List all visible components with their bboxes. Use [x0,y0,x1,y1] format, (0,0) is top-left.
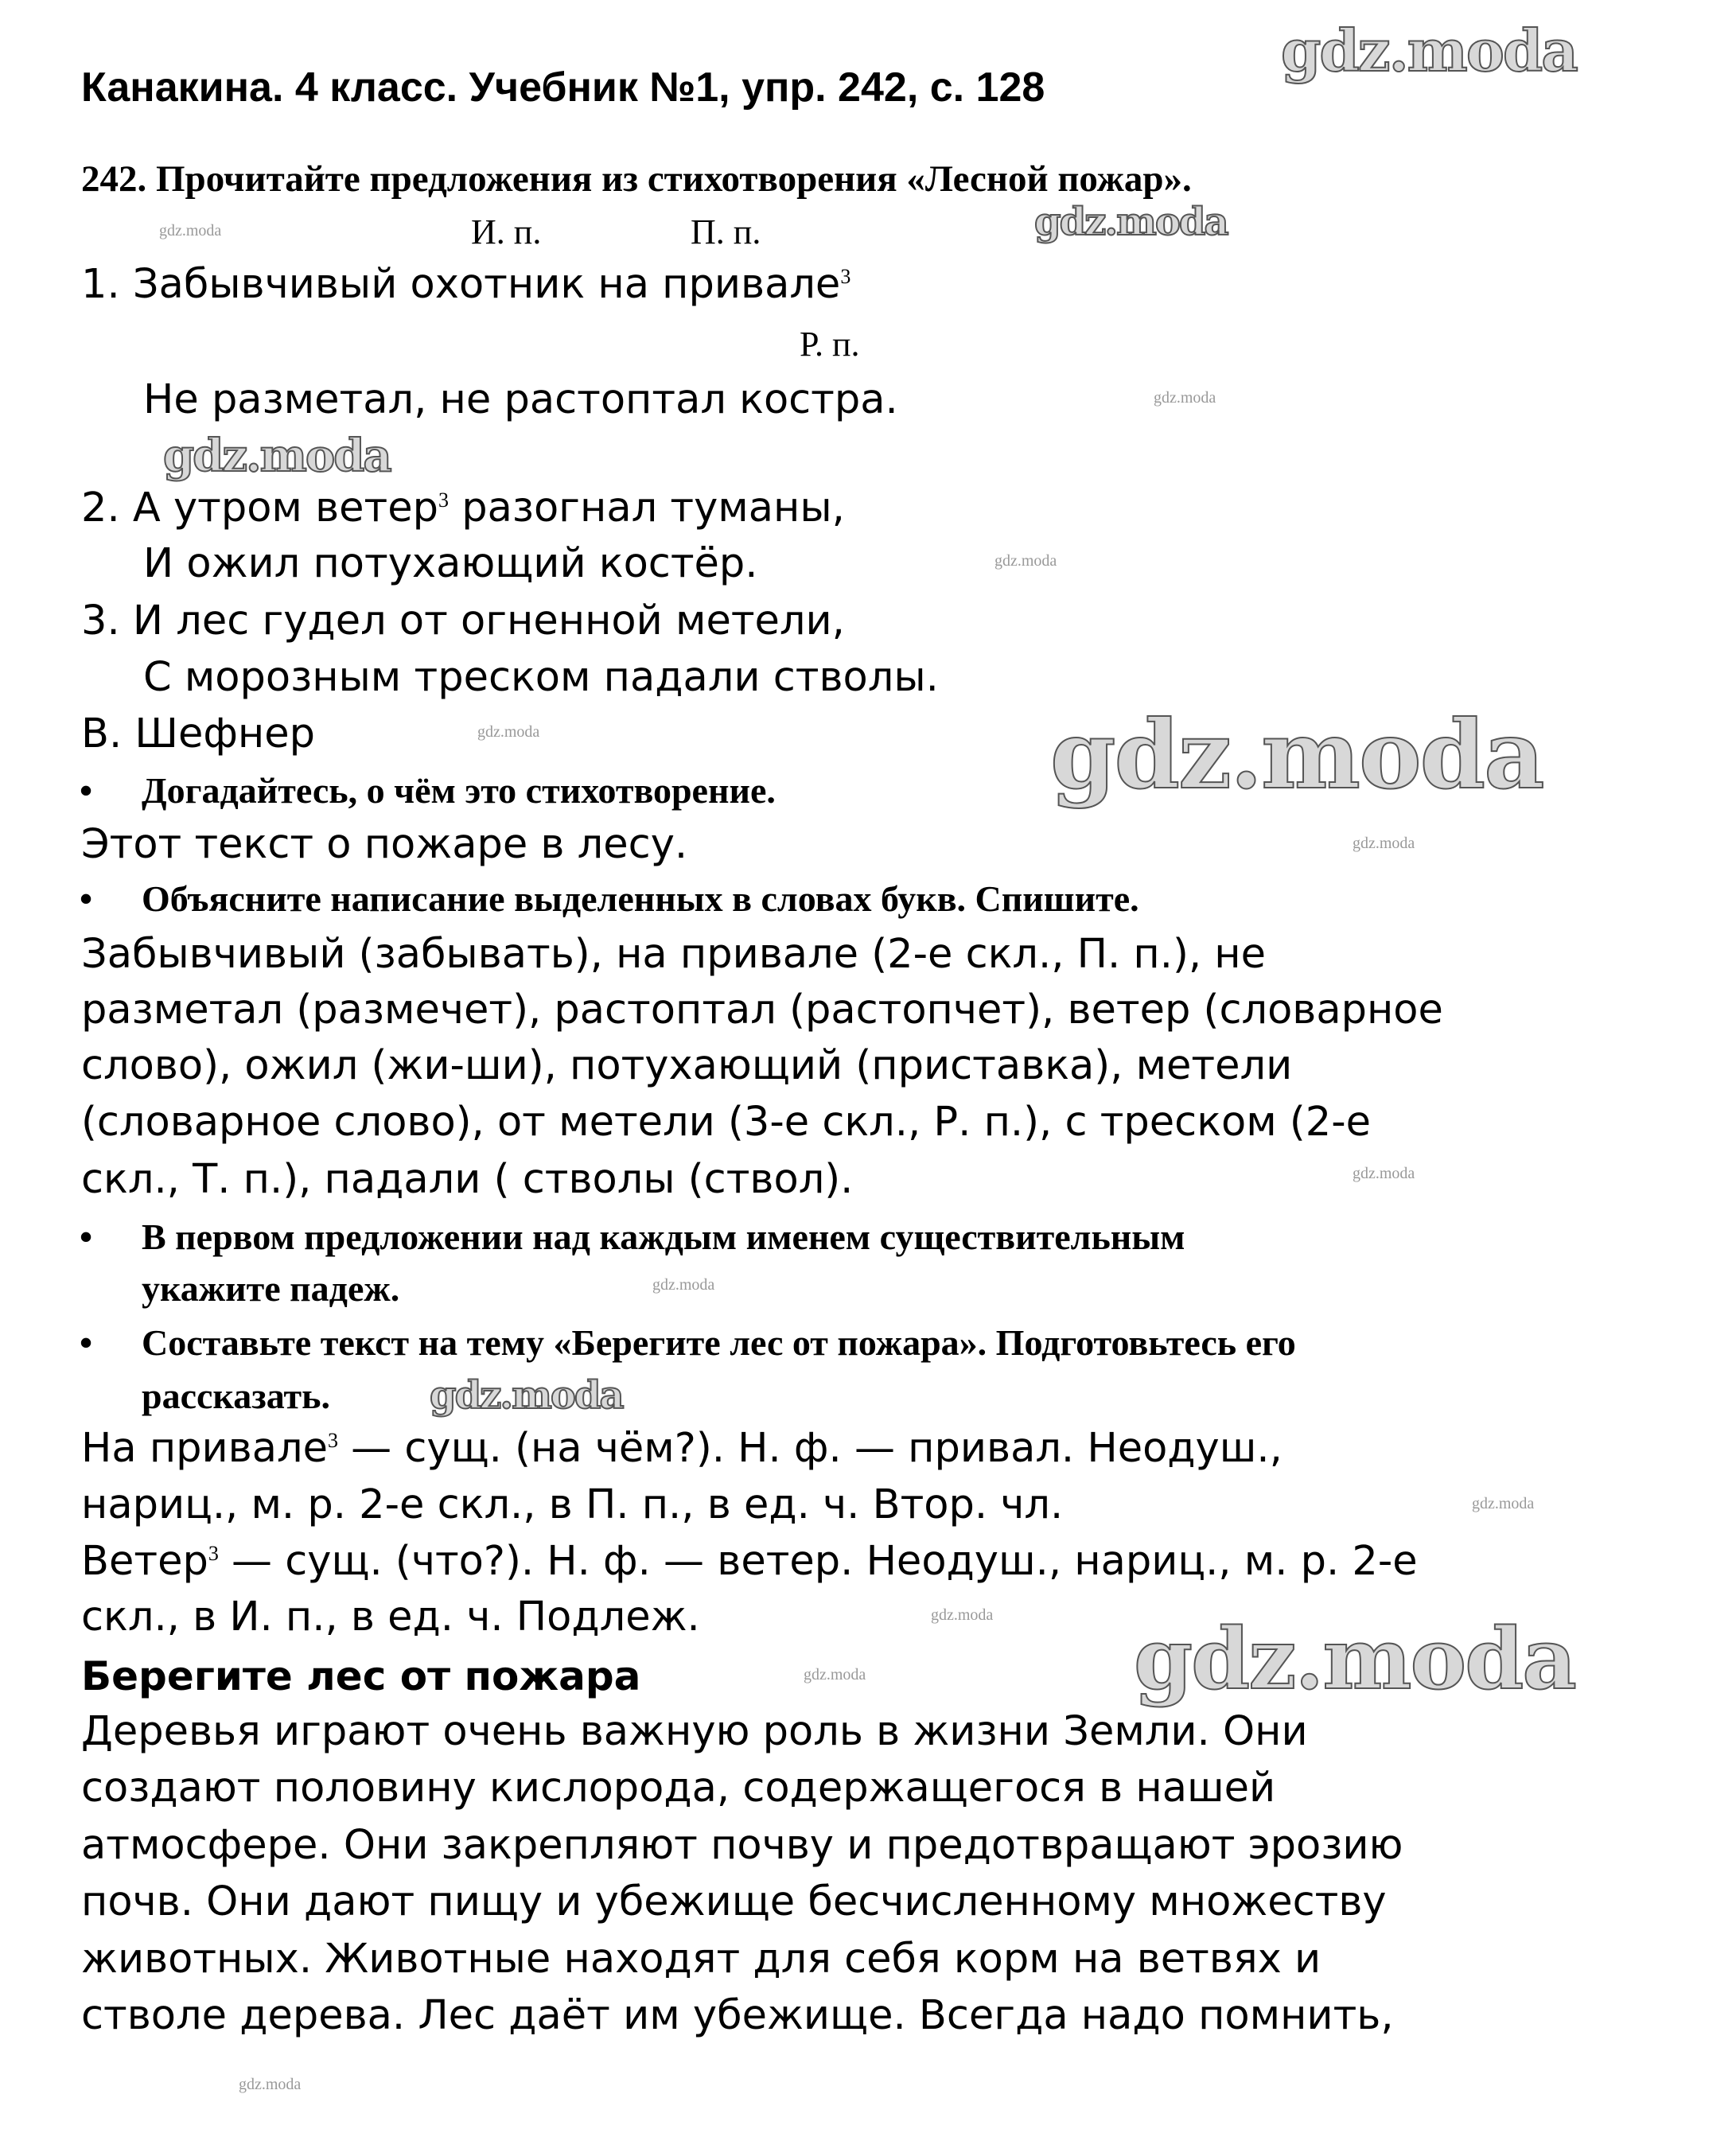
case-label-ip: И. п. [471,212,542,251]
answer-2-line: разметал (размечет), растоптал (растопчет), ветер (словарное [81,987,1443,1033]
essay-line: атмосфере. Они закрепляют почву и предотвращают эрозию [81,1822,1403,1869]
watermark: gdz.moda [1134,1609,1575,1708]
task-heading: 242. Прочитайте предложения из стихотворения «Лесной пожар». [81,158,1192,200]
answer-2-line: слово), ожил (жи-ши), потухающий (приставка), метели [81,1042,1293,1089]
watermark: gdz.moda [1281,17,1577,84]
answer-1: Этот текст о пожаре в лесу. [81,821,688,868]
watermark: gdz.moda [1034,200,1228,244]
poem-author: В. Шефнер [81,710,316,757]
essay-title: Берегите лес от пожара [81,1653,641,1699]
poem-line-4: И ожил потухающий костёр. [143,540,758,587]
answer-text: — сущ. (что?). Н. ф. — ветер. Неодуш., нариц., м. р. 2-е [218,1538,1418,1585]
answer-2-line: скл., Т. п.), падали ( стволы (ствол). [81,1156,854,1203]
question-4-cont: рассказать. [142,1376,330,1416]
answer-3-line [81,1538,1418,1586]
watermark-small: gdz.moda [931,1606,994,1624]
poem-text: разогнал туманы, [449,485,845,531]
bullet: • [80,878,93,919]
question-text: Объясните написание выделенных в словах букв. Спишите. [142,878,1139,919]
poem-text: 2. А утром ветер [81,485,439,531]
footnote-mark: 3 [327,1429,338,1452]
page-title: Канакина. 4 класс. Учебник №1, упр. 242, с. 128 [81,64,1045,111]
poem-line-5: 3. И лес гудел от огненной метели, [81,597,845,644]
answer-text: — сущ. (на чём?). Н. ф. — привал. Неодуш., [337,1425,1283,1472]
case-label-rp: Р. п. [800,325,860,364]
bullet: • [80,1322,93,1363]
question-text: Составьте текст на тему «Берегите лес от пожара». Подготовьтесь его [142,1322,1296,1363]
footnote-mark: 3 [840,265,851,288]
watermark-small: gdz.moda [1353,1165,1415,1182]
answer-2-line: Забывчивый (забывать), на привале (2-е скл., П. п.), не [81,931,1267,978]
watermark-small: gdz.moda [1353,835,1415,852]
footnote-mark: 3 [438,488,450,512]
essay-line: стволе дерева. Лес даёт им убежище. Всегда надо помнить, [81,1992,1394,2039]
bullet: • [80,1216,93,1257]
question-3-cont: укажите падеж. [142,1268,400,1309]
bullet: • [80,770,93,811]
answer-3-line: нариц., м. р. 2-е скл., в П. п., в ед. ч. Втор. чл. [81,1481,1064,1528]
watermark: gdz.moda [163,430,391,482]
question-4 [80,1319,1296,1367]
essay-line: Деревья играют очень важную роль в жизни Земли. Они [81,1708,1308,1755]
essay-line: почв. Они дают пищу и убежище бесчисленному множеству [81,1878,1387,1925]
watermark-small: gdz.moda [1472,1495,1535,1512]
question-1 [80,767,776,815]
footnote-mark: 3 [208,1542,219,1565]
watermark-small: gdz.moda [804,1666,866,1683]
watermark-small: gdz.moda [477,723,540,741]
answer-text: На привале [81,1425,328,1472]
watermark: gdz.moda [1050,699,1543,810]
watermark: gdz.moda [430,1373,623,1418]
watermark-small: gdz.moda [239,2076,302,2093]
answer-2-line: (словарное слово), от метели (3-е скл., Р. п.), с треском (2-е [81,1099,1372,1146]
poem-line-6: С морозным треском падали стволы. [143,654,939,701]
poem-line-1 [81,261,850,309]
answer-3-line [81,1425,1283,1473]
poem-line-2: Не разметал, не растоптал костра. [143,376,898,423]
watermark-small: gdz.moda [652,1276,715,1294]
essay-line: животных. Животные находят для себя корм на ветвях и [81,1936,1321,1983]
question-text: В первом предложении над каждым именем существительным [142,1216,1185,1257]
watermark-small: gdz.moda [995,552,1057,570]
poem-text: 1. Забывчивый охотник на привале [81,261,841,308]
answer-3-line: скл., в И. п., в ед. ч. Подлеж. [81,1594,700,1641]
answer-text: Ветер [81,1538,208,1585]
question-2 [80,875,1139,923]
question-3 [80,1213,1185,1261]
poem-line-3 [81,485,845,532]
watermark-small: gdz.moda [1154,389,1216,407]
case-label-pp: П. п. [691,212,761,251]
watermark-small: gdz.moda [159,222,222,239]
question-text: Догадайтесь, о чём это стихотворение. [142,770,776,811]
essay-line: создают половину кислорода, содержащегося в нашей [81,1765,1276,1812]
